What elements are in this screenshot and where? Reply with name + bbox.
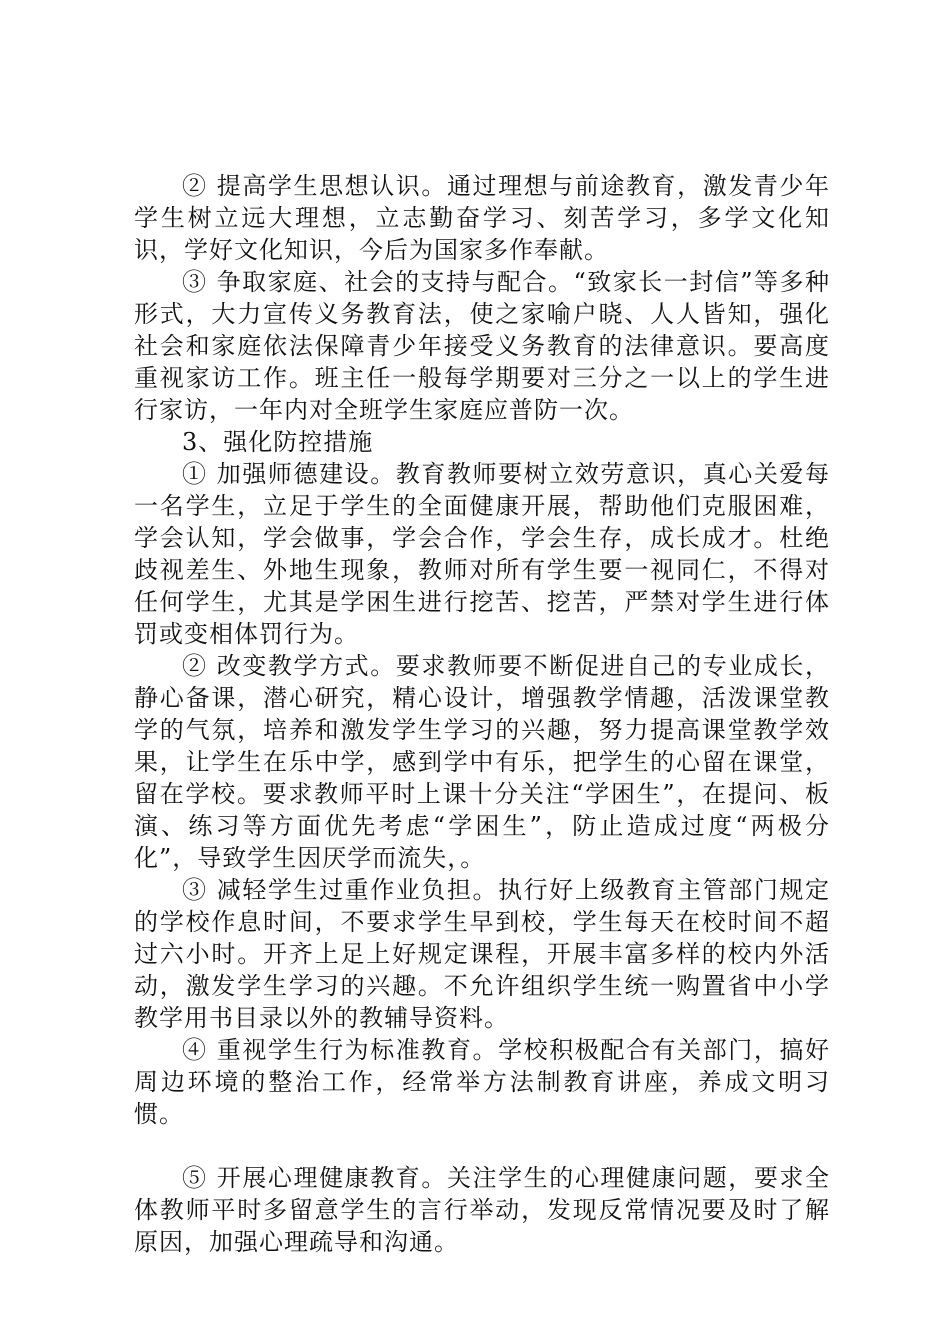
paragraph-behavior-education: ④ 重视学生行为标准教育。学校积极配合有关部门，搞好周边环境的整治工作，经常举方法制教育讲座，养成文明习惯。 — [134, 1036, 830, 1128]
paragraph-mental-health: ⑤ 开展心理健康教育。关注学生的心理健康问题，要求全体教师平时多留意学生的言行举动，发现反常情况要及时了解原因，加强心理疏导和沟通。 — [134, 1164, 830, 1256]
paragraph-reduce-homework: ③ 减轻学生过重作业负担。执行好上级教育主管部门规定的学校作息时间，不要求学生早到校，学生每天在校时间不超过六小时。开齐上足上好规定课程，开展丰富多样的校内外活动，激发学生学习的兴趣。不允许组织学生统一购置省中小学教学用书目录以外的教辅导资料。 — [134, 876, 830, 1032]
section-heading-prevention: 3、强化防控措施 — [182, 428, 374, 456]
paragraph-teacher-ethics: ① 加强师德建设。教育教师要树立效劳意识，真心关爱每一名学生，立足于学生的全面健康开展，帮助他们克服困难，学会认知，学会做事，学会合作，学会生存，成长成才。杜绝歧视差生、外地生现象，教师对所有学生要一视同仁，不得对任何学生，尤其是学困生进行挖苦、挖苦，严禁对学生进行体罚或变相体罚行为。 — [134, 460, 830, 648]
paragraph-family-support: ③ 争取家庭、社会的支持与配合。“致家长一封信”等多种形式，大力宣传义务教育法，使之家喻户晓、人人皆知，强化社会和家庭依法保障青少年接受义务教育的法律意识。要高度重视家访工作。班主任一般每学期要对三分之一以上的学生进行家访，一年内对全班学生家庭应普防一次。 — [134, 268, 830, 424]
paragraph-raise-awareness: ② 提高学生思想认识。通过理想与前途教育，激发青少年学生树立远大理想，立志勤奋学习、刻苦学习，多学文化知识，学好文化知识，今后为国家多作奉献。 — [134, 172, 830, 264]
document-page — [134, 170, 830, 1258]
paragraph-teaching-method: ② 改变教学方式。要求教师要不断促进自己的专业成长，静心备课，潜心研究，精心设计，增强教学情趣，活泼课堂教学的气氛，培养和激发学生学习的兴趣，努力提高课堂教学效果，让学生在乐中学，感到学中有乐，把学生的心留在课堂，留在学校。要求教师平时上课十分关注“学困生”，在提问、板演、练习等方面优先考虑“学困生”，防止造成过度“两极分化”，导致学生因厌学而流失，。 — [134, 652, 830, 872]
paragraph-spacer — [134, 1130, 830, 1162]
